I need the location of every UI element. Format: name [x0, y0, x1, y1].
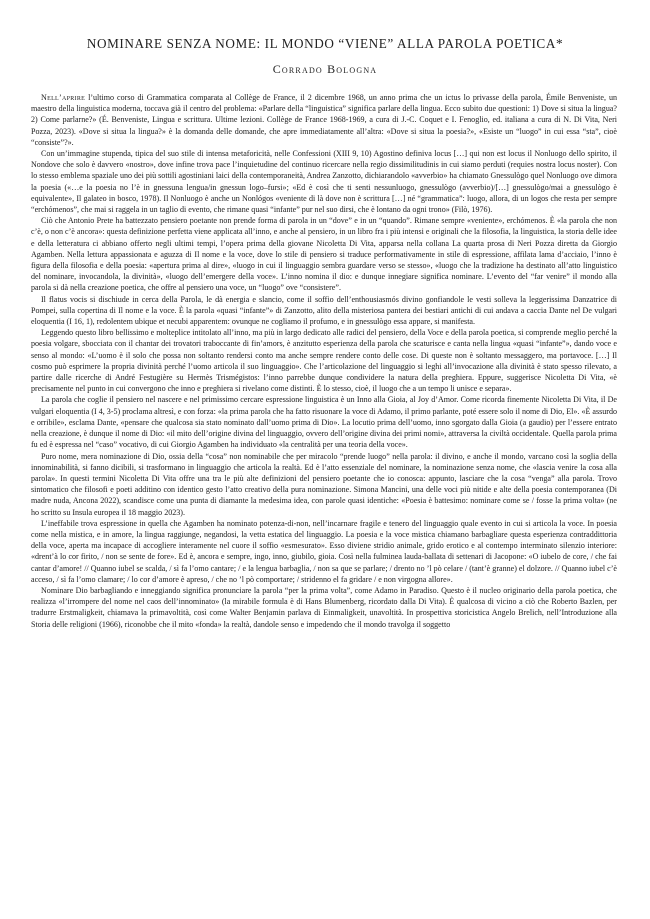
paragraph: Nominare Dio barbagliando e inneggiando significa pronunciare la parola “per la prima volta”, come Adamo in Paradiso. Questo è il nucleo originario della parola poetica, che realizza «l’irrompere del nome nel caos dell’innominato» (la mirabile formula è di Hans Blumenberg, ricordato dalla Di Vita). È qualcosa di vicino a ciò che Roberto Bazlen, per tradurre Erstmaligkeit, chiamava la primavoltità, così come Walter Benjamin parlava di Einmaligkeit, unavoltità. In prospettiva storicistica Angelo Brelich, nell’Introduzione alla Storia delle religioni (1966), riconobbe che il mito «fonda» la realtà, dandole senso e impedendo che il mondo travolga il soggetto — [31, 585, 617, 629]
article-body — [31, 92, 617, 912]
paragraph: L’ineffabile trova espressione in quella che Agamben ha nominato potenza-di-non, nell’incarnare fragile e tenero del linguaggio quale evento in cui si articola la voce. In poesia come nella mistica, e in amore, la lingua raggiunge, negandosi, la vetta estatica del linguaggio. La poesia e la voce mistica chiamano barbagliare questa esperienza contraddittoria della voce, aperta ma incapace di accogliere interamente nel cuore il soffio «esmesurato». Esso diviene stridio animale, grido erotico e al contempo interminato silenzio interiore: «drent’à lo cor firito, / non se sente de fore». Ed è, ancora e sempre, ingo, inno, giubilo, gioia. Così nella fulminea lauda-ballata di settenari di Jacopone: «O iubelo de core, / che fai cantar d’amore! // Quanno iubel se scalda, / sì fa l’omo cantare; / e la lengua barbaglia, / non sa que se parlare; / drento no ’l pò celare / (tant’è granne) el dolzore. // Quanno iubel c’è acceso, / sì fa l’omo clamare; / lo cor d’amore è apreso, / che no ’l pò comportare; / stridenno el fa gridare / e non virgogna allore». — [31, 518, 617, 584]
paragraph: Leggendo questo libro bellissimo e molteplice intitolato all’inno, ma più in largo dedicato alle radici del pensiero, della Voce e della parola poetica, si comprende meglio perché la poesia volgare, sbocciata con il chantar dei trovatori traboccante di fin’amors, è anzitutto esperienza della parola che scaturisce e canta nella lingua «quasi “infante”», dando voce e senso al mondo: «L’uomo è il solo che possa non soltanto rendersi conto ma anche sempre rendere conto delle cose. Di queste non è soltanto messaggero, ma portavoce. […] Il cosmo può esprimere la propria divinità perché l’uomo articola il suo linguaggio». Che l’articolazione del linguaggio si leghi all’invocazione alla divinità è stato spesso rilevato, a partire dalle ricerche di André Festugière su Hermès Trismégistos: l’inno parrebbe dunque condividere la natura della preghiera. Eppure, suggerisce Nicoletta Di Vita, «è precisamente nel punto in cui convergono che inno e preghiera si rivelano come distinti. È lo stesso, cioè, il luogo che a un tempo li unisce e separa». — [31, 328, 617, 394]
paragraph-lead: Nell’aprire — [41, 93, 86, 102]
article-author: Corrado Bologna — [272, 62, 378, 76]
paragraph — [31, 92, 617, 148]
paragraph: Ciò che Antonio Prete ha battezzato pensiero poetante non prende forma di parola in un “dove” e in un “quando”. Rimane sempre «veniente», erchómenos. È «la parola che non c’è, o non c’è ancora»: questa definizione perfetta viene applicata all’inno, e anche al pensiero, in un libro fra i più intensi e originali che la filosofia, la linguistica, la storia delle idee e della letteratura ci abbiano offerto negli ultimi tempi, l’opera prima della giovane Nicoletta Di Vita, apparsa nella collana La quarta prosa di Neri Pozza diretta da Giorgio Agamben. Nella lettura appassionata e aguzza di Il nome e la voce, dove lo stile di pensiero si traduce performativamente in stile di espressione, affilata lama d’acciaio, l’inno è figura della filosofia e della poesia: «apertura prima al dire», «luogo in cui il linguaggio sembra guardare verso se stesso», «luogo che la tradizione ha destinato all’atto linguistico del nominare, invocandola, la divinità», «luogo dell’emergere della voce». L’inno nomina il dio: e dunque innegiare significa nominare. L’evento del “far venire” il mondo alla parola si dà nella creazione poetica, che offre al pensiero una voce, un “luogo” ove “consistere”. — [31, 216, 617, 293]
paragraph: Puro nome, mera nominazione di Dio, ossia della “cosa” non nominabile che per miracolo “prende luogo” nella parola: il divino, e anche il mondo, varcano così la soglia della innominabilità, si fanno dicibili, si trasformano in linguaggio che articola la realtà. Ed è l’atto essenziale del nominare, la nominazione senza nome, che «lascia venire la cosa alla parola». In questi termini Nicoletta Di Vita offre una tra le più alte definizioni del pensiero poetante che io conosca: appunto, lasciare che la cosa “venga” alla parola. Trovo sintomatico che filosofi e poeti additino con identico gesto l’atto creativo della pura nominazione. Simona Mancini, una delle voci più nitide e alte della poesia contemporanea (Di madre nuda, Ancona 2022), scandisce come una punta di diamante la medesima idea, con parole quasi identiche: «Poesia è battesimo: nominare come se / fosse la prima volta» (ne ho scritto su Insula europea il 18 maggio 2023). — [31, 451, 617, 517]
article-title: NOMINARE SENZA NOME: IL MONDO “VIENE” ALLA PAROLA POETICA* — [86, 36, 564, 51]
paragraph: La parola che coglie il pensiero nel nascere e nel primissimo cercare espressione linguistica è un Inno alla Gioia, al Joy d’Amor. Come ricorda finemente Nicoletta Di Vita, il De vulgari eloquentia (I 4, 3-5) proclama altresì, e con forza: «la prima parola che ha fatto risuonare la voce di Adamo, il primo parlante, poté essere solo il nome di Dio, El». «È assurdo e orribile», esclama Dante, «pensare che qualcosa sia stato nominato dall’uomo prima di Dio». La locutio prima dell’uomo, inno sgorgato dalla Gioia (a gaudio) per l’essere entrato nella creazione, è dunque il nome di Dio: «il mito dell’origine divina del linguaggio, ovvero dell’origine divina dei primi nomi», attraversa la civiltà occidentale. Quella parola prima fu ed è espressa nel “caso” vocativo, di cui Giorgio Agamben ha individuato «la centralità per una teoria della voce». — [31, 395, 617, 450]
paragraph: Con un’immagine stupenda, tipica del suo stile di intensa metaforicità, nelle Confessioni (XIII 9, 10) Agostino definiva locus […] qui non est locus il Nonluogo dello spirito, il Nondove che solo è davvero «nostro», dove infine trova pace l’inquietudine del continuo ricercare nella regio dissimilitudinis in cui siamo perduti (requies nostra locus noster). Con lo stesso emblema spaziale uno dei più sottili agostiniani laici della contemporaneità, Andrea Zanzotto, dichiarandolo «avverbio» ha chiamato Gnessulògo quel Nonluogo ove dimora la poesia («…e la poesia no l’è in gnessuna lengua/in gnessun logo–fursi»; «Ed è così che ti senti nessunluogo, gnessulògo (avverbio)/[…] gnessulògo/mai a gnessulògo è equivalente», Il galateo in bosco, 1978). Il Nonluogo è anche un Nonlógos «veniente di là dove non è scrittura […] né “grammatica”: luogo, allora, di un logos che resta per sempre “erchómenos”, che mai si raggela in un taglio di evento, che rimane quasi “infante” pur nel suo dirsi, che è lontano da ogni trono» (Filò, 1976). — [31, 149, 617, 215]
paragraph-text: l’ultimo corso di Grammatica comparata al Collège de France, il 2 dicembre 1968, un anno prima che un ictus lo privasse della parola, Émile Benveniste, un maestro della linguistica moderna, toccava già il centro del problema: «Parlare della “linguistica” significa parlare della lingua. Ecco subito due questioni: 1) Dove si situa la lingua? 2) Come parlarne?» (É. Benveniste, Lingua e scrittura. Ultime lezioni. Collège de France 1968-1969, a cura di J.-C. Coquet e I. Fenoglio, ed. italiana a cura di N. Di Vita, Neri Pozza, 2023). «Dove si situa la lingua?» è la domanda delle domande, che apre immediatamente all’altra: «Dove si situa la poesia?», «Esiste un “luogo” in cui essa “sta”, cioè “consiste”?». — [31, 93, 617, 147]
paragraph: Il flatus vocis si dischiude in cerca della Parola, le dà energia e slancio, come il soffio dell’enthousiasmós divino gonfiandole le vesti solleva la leggerissima Danzatrice di Pompei, sulla copertina di Il nome e la voce. È la parola «quasi “infante”» di Zanzotto, alito della misteriosa pantera dei bestiari antichi di cui andava a caccia Dante nel De vulgari eloquentia (I 16, 1), redolentem ubique et necubi apparentem: ovunque ne cogliamo il profumo, e in gnessulògo essa appare, si manifesta. — [31, 294, 617, 327]
